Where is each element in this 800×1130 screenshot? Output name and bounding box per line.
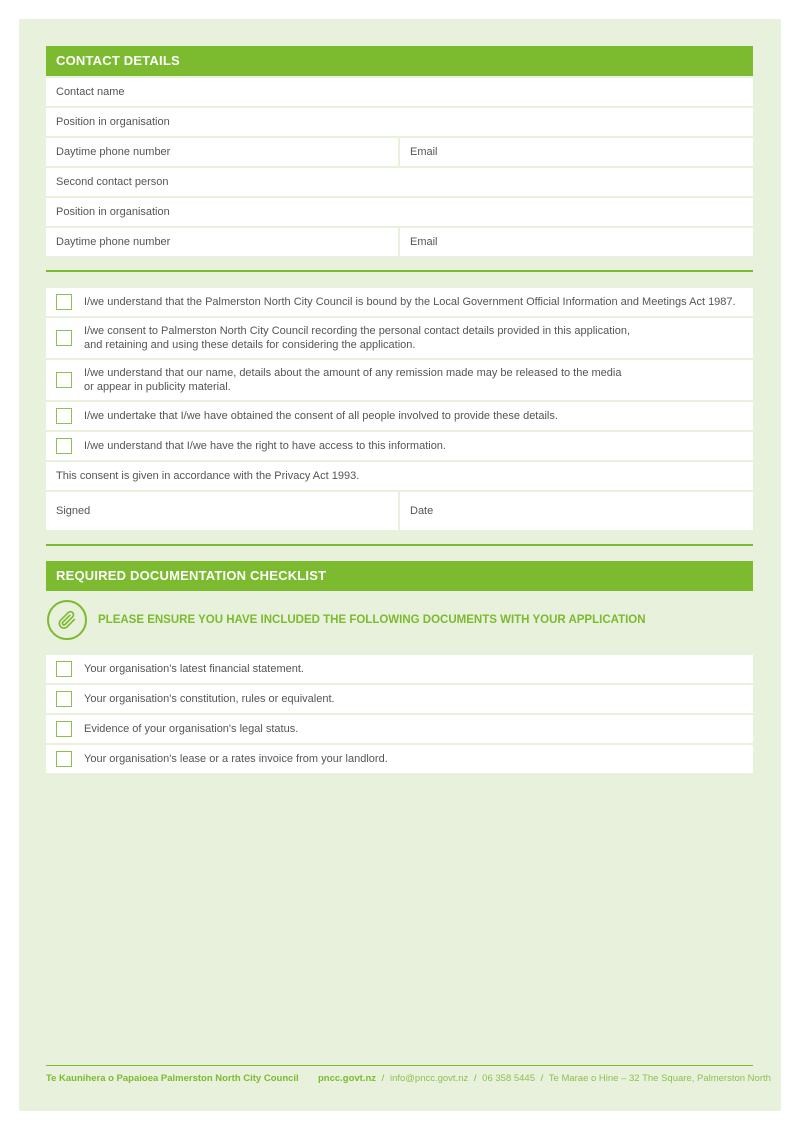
- checklist-text: Your organisation's constitution, rules or equivalent.: [84, 693, 335, 705]
- checklist-header: REQUIRED DOCUMENTATION CHECKLIST: [46, 561, 753, 591]
- checklist-item: [46, 745, 753, 773]
- footer-separator: /: [381, 1073, 385, 1084]
- page-footer: [46, 1065, 771, 1084]
- email-field-2[interactable]: Email: [410, 236, 438, 248]
- consent-text: I/we undertake that I/we have obtained the consent of all people involved to provide these details.: [84, 410, 558, 422]
- consent-item: [46, 432, 753, 460]
- footer-website-link[interactable]: pncc.govt.nz: [317, 1073, 377, 1084]
- phone-field-2[interactable]: Daytime phone number: [46, 228, 400, 256]
- consent-checkbox[interactable]: [56, 438, 72, 454]
- phone-field-1[interactable]: Daytime phone number: [46, 138, 400, 166]
- form-content: [46, 46, 753, 773]
- consent-item: [46, 318, 753, 358]
- paperclip-icon: [47, 600, 87, 640]
- email-field-1[interactable]: Email: [410, 146, 438, 158]
- consent-item: [46, 288, 753, 316]
- signature-row: [46, 492, 753, 530]
- contact-name-field[interactable]: Contact name: [56, 86, 125, 98]
- checklist-text: Evidence of your organisation's legal status.: [84, 723, 299, 735]
- consent-text-line: I/we understand that our name, details about the amount of any remission made may be released to the media: [84, 367, 622, 379]
- signed-field[interactable]: Signed: [46, 492, 400, 530]
- footer-text: [46, 1073, 771, 1084]
- checklist-item: [46, 715, 753, 743]
- second-contact-row: [46, 168, 753, 196]
- position-row-2: [46, 198, 753, 226]
- consent-checkbox[interactable]: [56, 330, 72, 346]
- checklist-checkbox[interactable]: [56, 721, 72, 737]
- position-field-2[interactable]: Position in organisation: [56, 206, 170, 218]
- checklist-checkbox[interactable]: [56, 661, 72, 677]
- consent-text-line: I/we consent to Palmerston North City Council recording the personal contact details provided in this application,: [84, 325, 631, 337]
- checklist-text: Your organisation's latest financial statement.: [84, 663, 304, 675]
- checklist-item: [46, 685, 753, 713]
- consent-text: I/we understand that the Palmerston North City Council is bound by the Local Government Official Information and Meetings Act 1987.: [84, 296, 736, 308]
- position-row-1: [46, 108, 753, 136]
- footer-divider: [46, 1065, 753, 1066]
- footer-separator: /: [473, 1073, 477, 1084]
- phone-email-row-1: [46, 138, 753, 166]
- checklist-notice: [46, 591, 753, 649]
- checklist-checkbox[interactable]: [56, 751, 72, 767]
- consent-text-line: and retaining and using these details for considering the application.: [84, 339, 416, 351]
- date-field[interactable]: Date: [410, 505, 434, 517]
- footer-phone: 06 358 5445: [482, 1073, 536, 1084]
- privacy-note: This consent is given in accordance with the Privacy Act 1993.: [46, 462, 753, 490]
- contact-details-header: CONTACT DETAILS: [46, 46, 753, 76]
- footer-council-name: Te Kaunihera o Papaioea Palmerston North City Council: [46, 1073, 299, 1084]
- position-field-1[interactable]: Position in organisation: [56, 116, 170, 128]
- consent-checkbox[interactable]: [56, 294, 72, 310]
- consent-item: [46, 360, 753, 400]
- footer-separator: /: [540, 1073, 544, 1084]
- consent-text: I/we understand that I/we have the right to have access to this information.: [84, 440, 446, 452]
- notice-text: PLEASE ENSURE YOU HAVE INCLUDED THE FOLLOWING DOCUMENTS WITH YOUR APPLICATION: [98, 614, 646, 626]
- checklist-item: [46, 655, 753, 683]
- checklist-checkbox[interactable]: [56, 691, 72, 707]
- consent-text: [84, 320, 630, 356]
- consent-text: [84, 362, 621, 398]
- second-contact-field[interactable]: Second contact person: [56, 176, 169, 188]
- form-page: [19, 19, 781, 1111]
- footer-address: Te Marae o Hine – 32 The Square, Palmerston North: [548, 1073, 771, 1084]
- phone-email-row-2: [46, 228, 753, 256]
- consent-checkbox[interactable]: [56, 408, 72, 424]
- contact-name-row: [46, 78, 753, 106]
- consent-text-line: or appear in publicity material.: [84, 381, 231, 393]
- checklist-text: Your organisation's lease or a rates invoice from your landlord.: [84, 753, 388, 765]
- footer-email-link[interactable]: info@pncc.govt.nz: [389, 1073, 469, 1084]
- consent-item: [46, 402, 753, 430]
- consent-checkbox[interactable]: [56, 372, 72, 388]
